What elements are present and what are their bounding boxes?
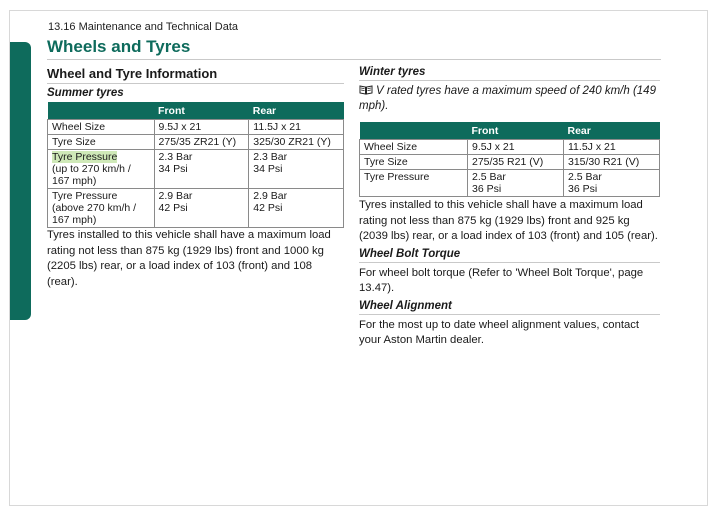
table-row [48,189,344,228]
table-row [48,135,344,150]
rear-bar: 2.5 Bar [568,171,602,183]
right-column [359,66,660,349]
heading-divider [47,83,344,84]
title-divider [47,59,661,60]
book-icon [359,85,373,95]
column-header-front: Front [468,122,564,140]
front-value [154,150,249,189]
front-bar: 2.3 Bar [158,151,193,163]
front-value: 9.5J x 21 [468,140,564,155]
table-row [360,170,660,197]
summer-tyres-table [47,102,344,228]
row-label: Tyre Size [48,135,155,150]
wheel-tyre-info-heading: Wheel and Tyre Information [47,66,218,81]
row-label: Tyre Size [360,155,468,170]
rear-value [249,189,344,228]
row-label [48,150,155,189]
row-label: Wheel Size [48,120,155,135]
table-row [48,120,344,135]
front-psi: 36 Psi [472,183,502,195]
rear-bar: 2.9 Bar [253,190,288,202]
front-value: 275/35 R21 (V) [468,155,564,170]
rear-bar: 2.3 Bar [253,151,288,163]
front-psi: 42 Psi [158,202,188,214]
row-label: Wheel Size [360,140,468,155]
row-label-sub: (above 270 km/h / 167 mph) [52,202,137,226]
left-column [47,66,344,290]
rear-value: 315/30 R21 (V) [564,155,660,170]
summer-tyres-heading: Summer tyres [47,87,124,99]
front-psi: 34 Psi [158,163,188,175]
rear-value: 325/30 ZR21 (Y) [249,135,344,150]
winter-tyres-heading: Winter tyres [359,66,426,78]
rear-value: 11.5J x 21 [564,140,660,155]
front-value: 275/35 ZR21 (Y) [154,135,249,150]
chapter-tab [10,42,31,320]
winter-tyres-table [359,122,660,197]
wheel-alignment-heading: Wheel Alignment [359,299,452,312]
front-value: 9.5J x 21 [154,120,249,135]
wheel-bolt-torque-heading: Wheel Bolt Torque [359,247,461,260]
wheel-bolt-torque-text: For wheel bolt torque (Refer to 'Wheel Bolt Torque', page 13.47). [359,266,644,294]
table-header-row [48,102,344,120]
row-label [48,189,155,228]
table-row [360,140,660,155]
row-label: Tyre Pressure [360,170,468,197]
winter-load-rating-text: Tyres installed to this vehicle shall have a maximum load rating not less than 875 kg (1929 lbs) front and 925 kg (2039 lbs) rear, or a load index of 103 (front) and 105 (rear). [359,199,658,242]
front-value [468,170,564,197]
rear-value: 11.5J x 21 [249,120,344,135]
speed-note-text: V rated tyres have a maximum speed of 240 km/h (149 mph). [359,85,656,112]
section-header: 13.16 Maintenance and Technical Data [48,21,238,33]
column-header-rear: Rear [564,122,660,140]
table-header-row [360,122,660,140]
wheel-alignment-text: For the most up to date wheel alignment values, contact your Aston Martin dealer. [359,318,640,346]
highlighted-label: Tyre Pressure [52,151,118,163]
column-header-rear: Rear [249,102,344,120]
rear-psi: 36 Psi [568,183,598,195]
rear-value [249,150,344,189]
row-label-main: Tyre Pressure [52,190,118,202]
row-label-sub: (up to 270 km/h / 167 mph) [52,163,131,187]
column-header-blank [48,102,155,120]
speed-note [359,84,660,114]
summer-load-rating-text: Tyres installed to this vehicle shall have a maximum load rating not less than 875 kg (1929 lbs) front and 1000 kg (2205 lbs) rear, or a load index of 103 (front) and 108 (rear). [47,229,331,288]
front-bar: 2.5 Bar [472,171,506,183]
front-bar: 2.9 Bar [158,190,193,202]
heading-divider [359,80,660,81]
rear-psi: 42 Psi [253,202,283,214]
table-row [360,155,660,170]
front-value [154,189,249,228]
page-title: Wheels and Tyres [47,37,191,56]
column-header-blank [360,122,468,140]
table-row [48,150,344,189]
rear-psi: 34 Psi [253,163,283,175]
heading-divider [359,262,660,263]
column-header-front: Front [154,102,249,120]
heading-divider [359,314,660,315]
rear-value [564,170,660,197]
